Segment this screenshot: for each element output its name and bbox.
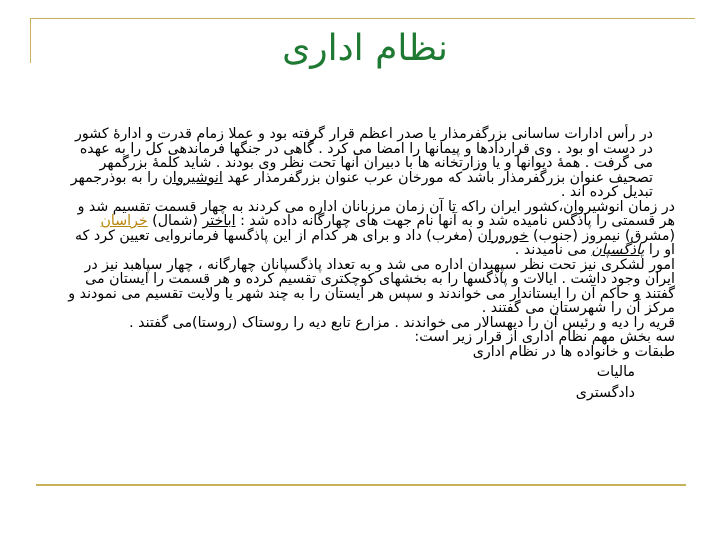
paragraph-text: (مغرب) داد و برای هر کدام از این پاذگسها فرمانروایی تعیین کرد که او را (75, 227, 675, 258)
padhgospan-link[interactable]: پاذگسپان (591, 242, 645, 258)
khorasan-link[interactable]: خراسان (100, 213, 148, 229)
paragraph-grand-vizier (60, 127, 675, 200)
paragraph-provinces (60, 200, 675, 258)
list-item: طبقات و خانواده ها در نظام اداری (472, 343, 675, 360)
paragraph-text: در رأس ادارات ساسانی بزرگفرمذار یا صدر اعظم قرار گرفته بود و عملا زمام قدرت و ادارهٔ کشور در دست او بود . وی قراردادها و پیمانها را امضا می کرد . گاهی در جنگها فرماندهی کل را به عهده می گرفت . همهٔ دیوانها و یا وزارتخانه ها با دبیران آنها تحت نظر وی بودند . شاید کلمهٔ بزرگمهر تصحیف عنوان بزرگفرمذار باشد که مورخان عرب عنوان بزرگفرمذار عهد (75, 126, 653, 186)
slide-title: نظام اداری (282, 28, 448, 69)
slide-body (60, 127, 675, 400)
list-item: مالیات (596, 364, 635, 380)
paragraph-text: می نامیدند . (514, 242, 587, 258)
paragraph-military: امور لشکری نیز تحت نظر سپهبدان اداره می شد و به تعداد پاذگسپانان چهارگانه ، چهار سپاهبد نیز در ایران وجود داشت . ایالات و پاذگسها را به بخشهای کوچکتری تقسیم کرده و هر قسمت را ایستان می گفتند و حاکم آن را ایستاندار می خواندند و سپس هر ایستان را به چند شهر یا ولایت تقسیم می نمودند و مرکز آن را شهرستان می گفتند . (68, 256, 675, 316)
anushirvan-link[interactable]: انوشیروان (162, 169, 223, 186)
paragraph-three-sections: سه بخش مهم نظام اداری از قرار زیر است: (414, 329, 675, 345)
paragraph-text: در زمان انوشیروان،کشور ایران راکه تا آن زمان مرزبانان اداره می کردند به چهار قسمت تقسیم شد و هر قسمتی را پاذگس نامیده شد و به آنها نام جهت های چهارگانه داده شد : (77, 198, 675, 229)
list-item: دادگستری (575, 384, 635, 401)
paragraph-text: (مشرق) نیمروز (جنوب) (533, 227, 675, 244)
paragraph-text: را به بوذرجمهر تبدیل کرده اند . (70, 169, 653, 200)
top-divider-line (30, 18, 695, 19)
bottom-divider-line (36, 484, 686, 486)
khoravaran-link[interactable]: خوروران (477, 227, 529, 244)
paragraph-text: (شمال) (152, 213, 198, 229)
bakhtar-link[interactable]: اباختر (202, 213, 236, 229)
paragraph-villages: قریه را دیه و رئیس آن را دیهسالار می خواندند . مزارع تابع دیه را روستاک (روستا)می گفتند . (129, 314, 675, 331)
left-accent-line (30, 18, 31, 63)
